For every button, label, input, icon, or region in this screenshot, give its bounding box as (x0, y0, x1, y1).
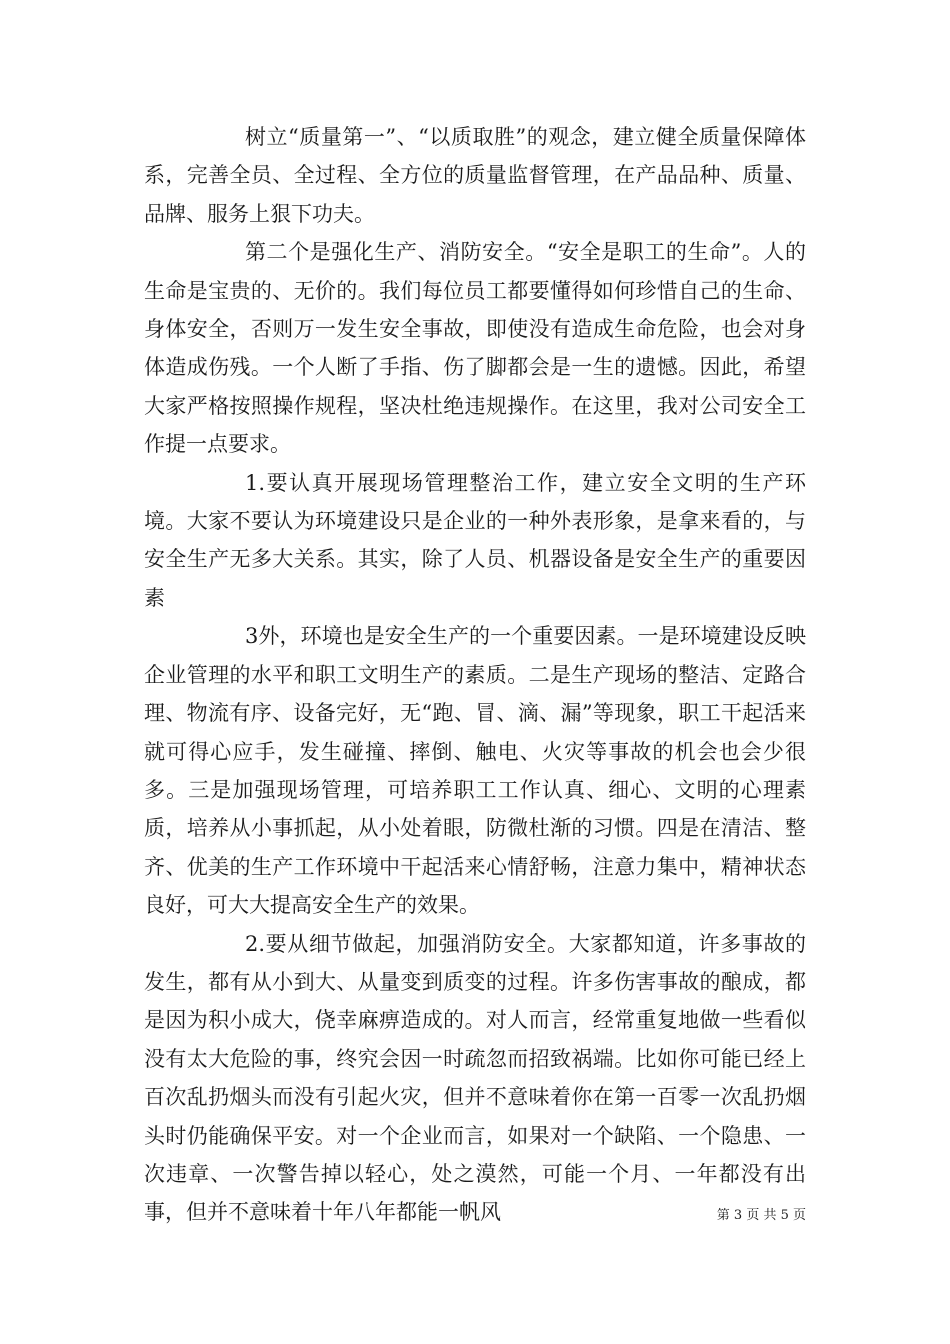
paragraph-quality: 树立“质量第一”、“以质取胜”的观念，建立健全质量保障体系，完善全员、全过程、全方位的质量监督管理，在产品品种、质量、品牌、服务上狠下功夫。 (144, 125, 806, 226)
paragraph-fire-safety: 2.要从细节做起，加强消防安全。大家都知道，许多事故的发生，都有从小到大、从量变到质变的过程。许多伤害事故的酿成，都是因为积小成大，侥幸麻痹造成的。对人而言，经常重复地做一些看似没有太大危险的事，终究会因一时疏忽而招致祸端。比如你可能已经上百次乱扔烟头而没有引起火灾，但并不意味着你在第一百零一次乱扔烟头时仍能确保平安。对一个企业而言，如果对一个缺陷、一个隐患、一次违章、一次警告掉以轻心，处之漠然，可能一个月、一年都没有出事，但并不意味着十年八年都能一帆风 (144, 931, 806, 1225)
document-body (144, 118, 806, 1232)
paragraph-environment: 3外，环境也是安全生产的一个重要因素。一是环境建设反映企业管理的水平和职工文明生产的素质。二是生产现场的整洁、定路合理、物流有序、设备完好，无“跑、冒、滴、漏”等现象，职工干起活来就可得心应手，发生碰撞、摔倒、触电、火灾等事故的机会也会少很多。三是加强现场管理，可培养职工工作认真、细心、文明的心理素质，培养从小事抓起，从小处着眼，防微杜渐的习惯。四是在清洁、整齐、优美的生产工作环境中干起活来心情舒畅，注意力集中，精神状态良好，可大大提高安全生产的效果。 (144, 624, 806, 918)
paragraph-safety-intro: 第二个是强化生产、消防安全。“安全是职工的生命”。人的生命是宝贵的、无价的。我们每位员工都要懂得如何珍惜自己的生命、身体安全，否则万一发生安全事故，即使没有造成生命危险，也会对身体造成伤残。一个人断了手指、伤了脚都会是一生的遗憾。因此，希望大家严格按照操作规程，坚决杜绝违规操作。在这里，我对公司安全工作提一点要求。 (144, 240, 806, 457)
page-number-footer: 第 3 页 共 5 页 (716, 1208, 806, 1223)
paragraph-site-management: 1.要认真开展现场管理整治工作，建立安全文明的生产环境。大家不要认为环境建设只是企业的一种外表形象，是拿来看的，与安全生产无多大关系。其实，除了人员、机器设备是安全生产的重要因素 (144, 470, 806, 610)
